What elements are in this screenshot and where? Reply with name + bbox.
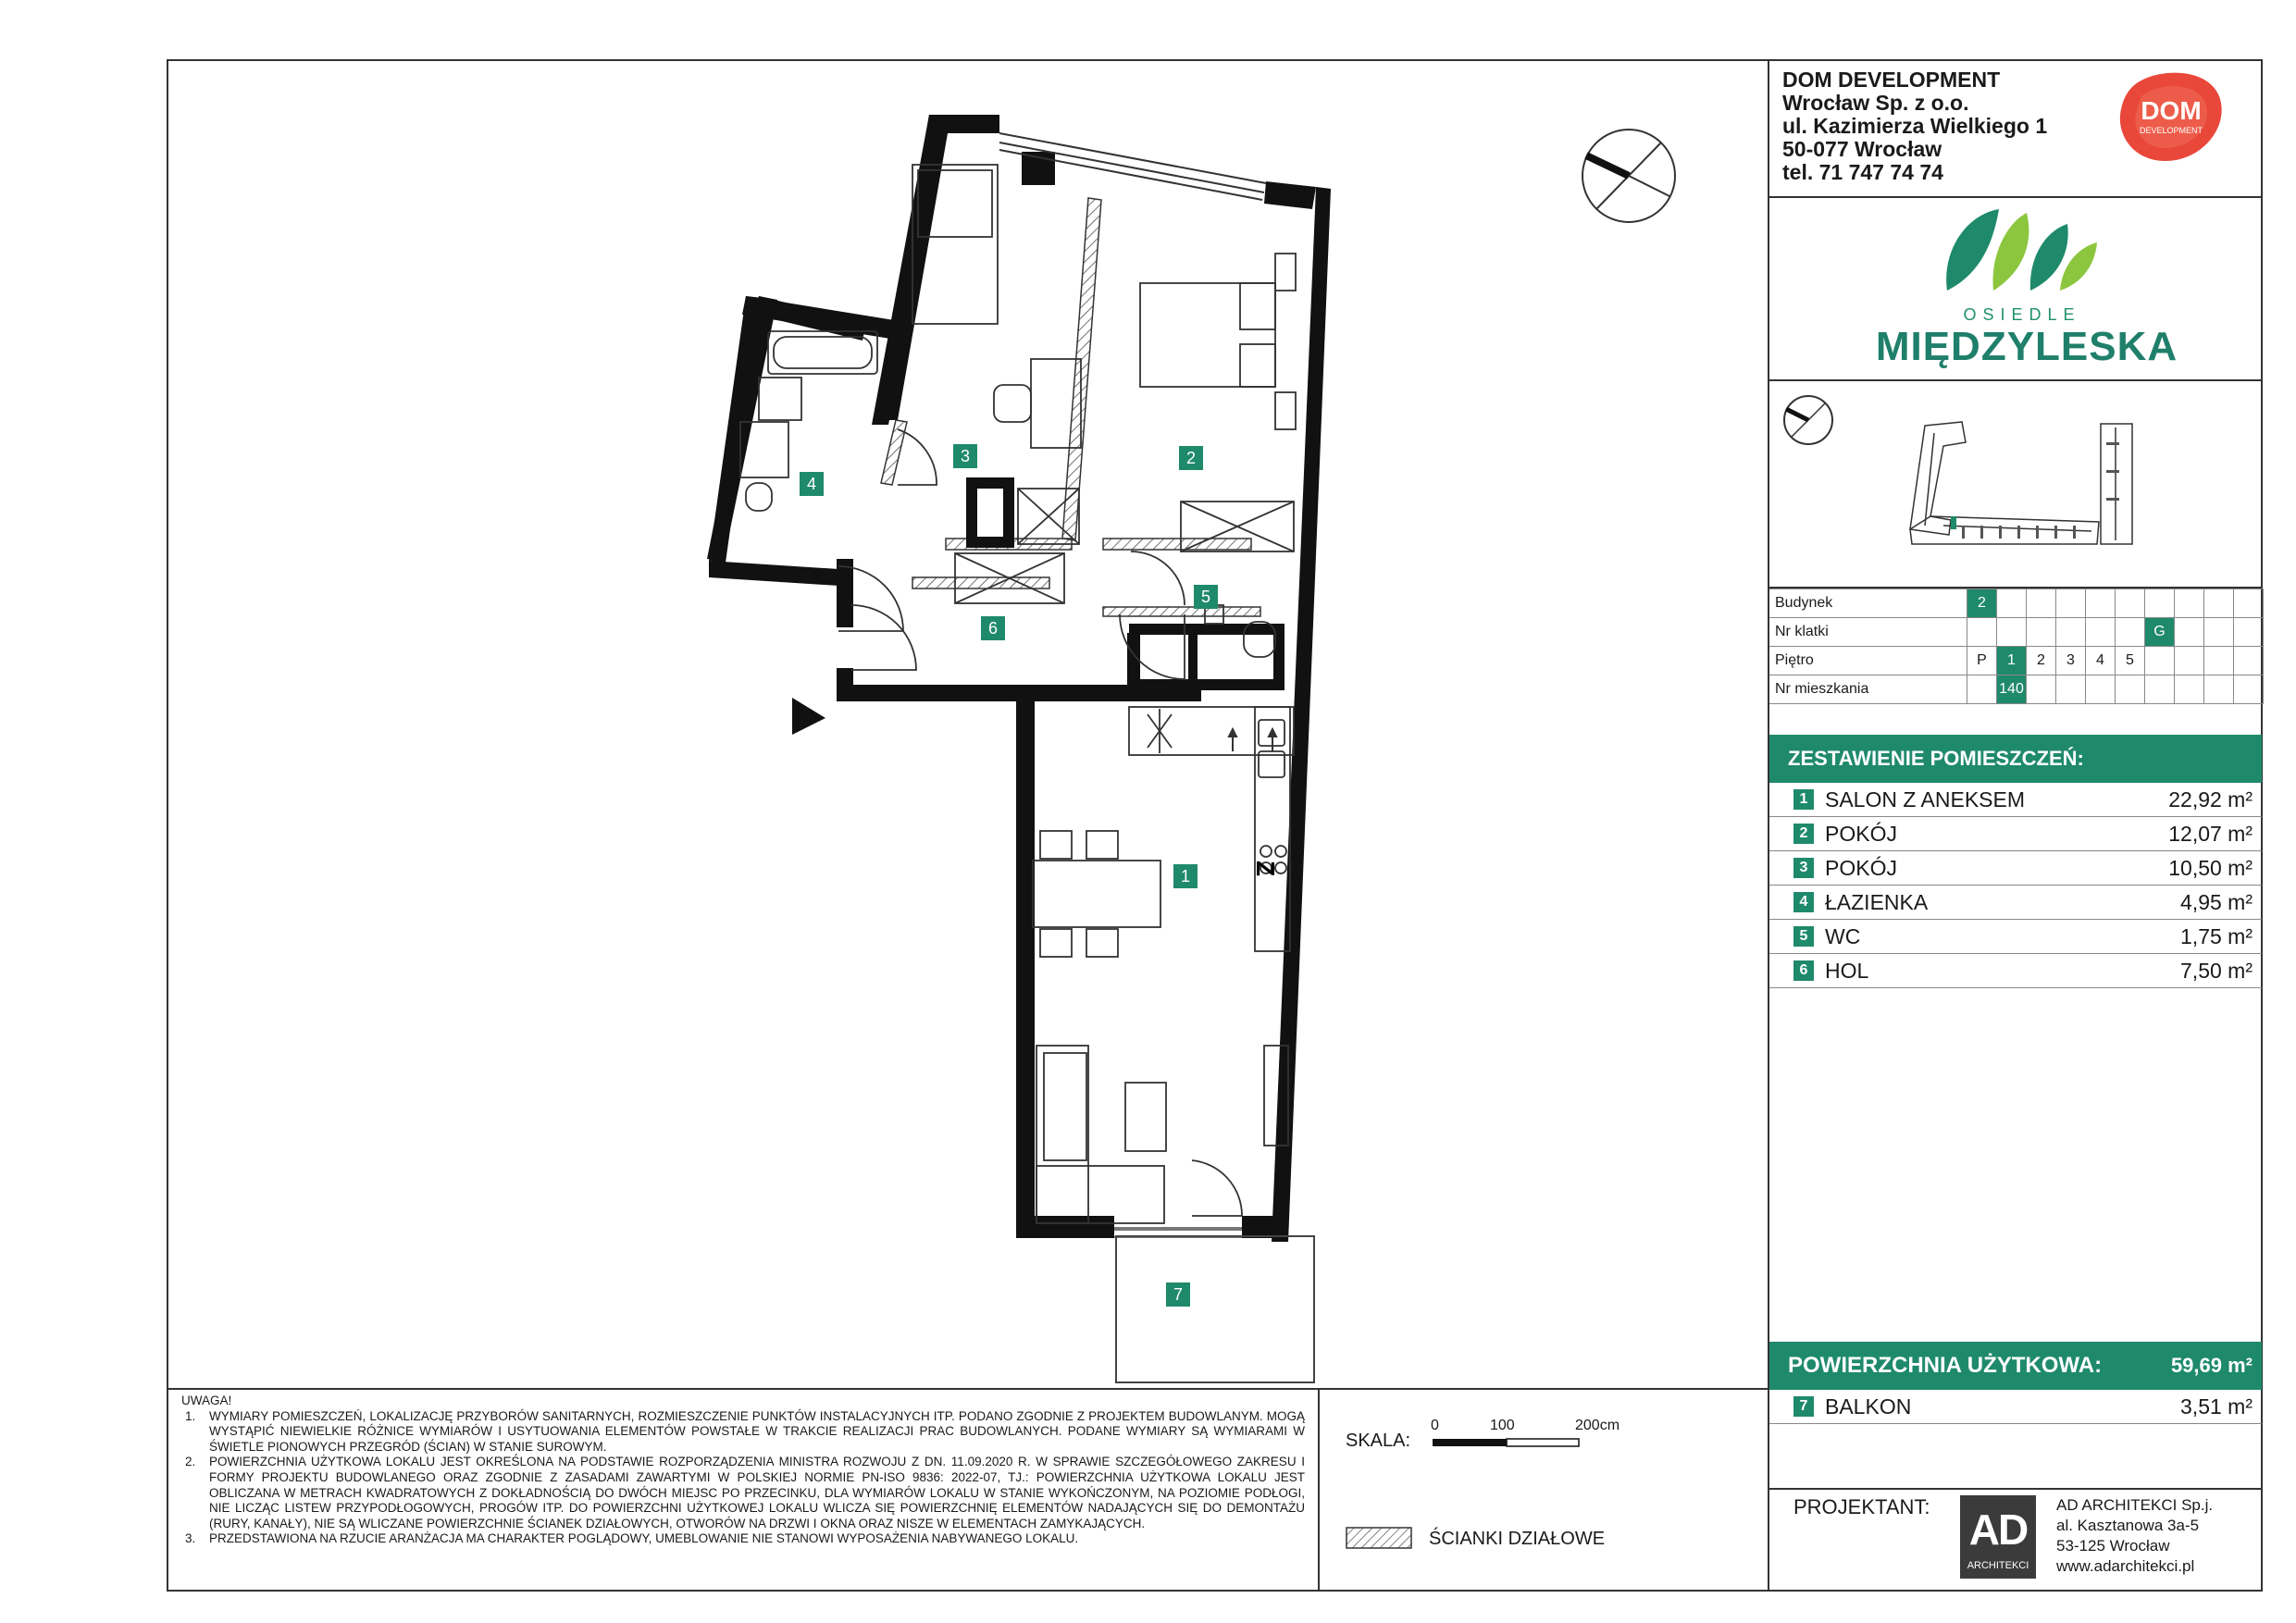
room-name: POKÓJ [1825,856,1897,880]
mieszkanie-value: 140 [1997,675,2027,704]
estate-divider [1768,379,2263,381]
pietro-option: 3 [2056,647,2086,675]
pietro-option: 4 [2086,647,2116,675]
note-text: POWIERZCHNIA UŻYTKOWA LOKALU JEST OKREŚLONA NA PODSTAWIE ROZPORZĄDZENIA MINISTRA ROZWOJU Z DN. 11.09.2020 R. W SPRAWIE SZCZEGÓŁOWEGO ZAKRESU I FORMY PROJEKTU BUDOWLANEGO ORAZ ZGODNIE Z ZASADAMI ZAWARTYMI W POLSKIEJ NORMIE PN-ISO 9836: 2022-07, TJ.: POWIERZCHNIA UŻYTKOWA LOKALU JEST OBLICZANA W METRACH KWADRATOWYCH Z DOKŁADNOŚCIĄ DO DWÓCH MIEJSC PO PRZECINKU, DLA WYMIARÓW LOKALU W STANIE WYKOŃCZONYM, NA POZIOMIE PODŁOGI, NIE LICZĄC LISTEW PRZYPODŁOGOWYCH, PROGÓW ITP. DO POWIERZCHNI UŻYTKOWEJ LOKALU WLICZA SIĘ POWIERZCHNIĘ ELEMENTÓW NADAJĄCYCH SIĘ DO DEMONTAŻU (RURY, KANAŁY), NIE SĄ WLICZANE POWIERZCHNIE ŚCIANEK DZIAŁOWYCH, OTWORÓW NA DRZWI I OKNA ORAZ NISZE W ELEMENTACH ZAMYKAJĄCYCH. [209,1455,1305,1530]
room-area: 12,07 m² [2168,822,2253,846]
projektant-address [2056,1495,2213,1577]
balcony-area: 3,51 m² [2180,1394,2253,1419]
note-number: 3. [185,1531,196,1546]
note-text: PRZEDSTAWIONA NA RZUCIE ARANŻACJA MA CHARAKTER POGLĄDOWY, UMEBLOWANIE NIE STANOWI WYPOSAŻENIA NABYWANEGO LOKALU. [209,1531,1079,1546]
developer-address [1782,68,2047,184]
room-row [1769,817,2262,851]
pietro-option: 2 [2027,647,2056,675]
pietro-option: P [1967,647,1997,675]
room-number: 4 [1793,892,1814,912]
plan-label-7: 7 [1173,1285,1183,1304]
ad-logo-text: AD [1968,1505,2028,1554]
room-name: HOL [1825,959,1869,983]
room-number: 5 [1793,926,1814,947]
total-area-label: POWIERZCHNIA UŻYTKOWA: [1788,1353,2103,1378]
pietro-option-selected: 1 [1997,647,2027,675]
plan-label-2: 2 [1185,449,1196,467]
floor-plan [167,59,1769,1390]
room-number: 1 [1793,789,1814,810]
room-number: 6 [1793,960,1814,981]
plan-label-1: 1 [1180,867,1190,886]
plan-label-5: 5 [1200,588,1210,606]
balcony-row [1769,1390,2262,1424]
room-row [1769,954,2262,988]
pietro-label: Piętro [1769,647,1967,675]
company-line-5: tel. 71 747 74 74 [1782,160,1943,184]
company-line-3: ul. Kazimierza Wielkiego 1 [1782,114,2048,138]
room-number: 3 [1793,858,1814,878]
pietro-option: 5 [2116,647,2145,675]
plan-room-badges [800,444,1218,1307]
site-key-plan [1906,415,2154,564]
partition-legend-swatch [1346,1527,1412,1554]
projektant-line-1: AD ARCHITEKCI Sp.j. [2056,1496,2214,1514]
room-name: ŁAZIENKA [1825,890,1929,914]
partition-legend-label: ŚCIANKI DZIAŁOWE [1429,1529,1606,1549]
room-area: 7,50 m² [2180,959,2253,983]
scale-label: SKALA: [1346,1431,1411,1451]
room-name: POKÓJ [1825,822,1897,846]
projektant-label: PROJEKTANT: [1793,1495,1930,1518]
projektant-line-2: al. Kasztanowa 3a-5 [2056,1517,2200,1534]
total-area-bar [1769,1342,2262,1390]
rooms-header: ZESTAWIENIE POMIESZCZEŃ: [1769,735,2262,783]
note-item [181,1455,1305,1531]
dom-development-logo [2114,68,2228,165]
company-divider [1768,196,2263,198]
balcony-name: BALKON [1825,1394,1912,1419]
scale-tick-200: 200cm [1575,1418,1620,1433]
scale-tick-0: 0 [1431,1418,1439,1433]
plan-label-3: 3 [960,447,970,465]
entrance-arrow-icon [792,698,825,735]
room-row [1769,783,2262,817]
dom-logo-text: DOM [2141,96,2202,125]
room-area: 10,50 m² [2168,856,2253,880]
projektant-divider [1768,1488,2263,1490]
scale-tick-100: 100 [1490,1418,1515,1433]
projektant-line-4: www.adarchitekci.pl [2056,1557,2195,1575]
room-area: 4,95 m² [2180,890,2253,914]
note-number: 2. [185,1455,196,1469]
vent-arrows [1229,729,1276,751]
balcony-outline [1116,1236,1314,1382]
plan-label-6: 6 [987,619,998,638]
budynek-value: 2 [1967,589,1997,618]
room-name: WC [1825,924,1861,948]
notes-block [181,1394,1305,1547]
balcony-number: 7 [1793,1396,1814,1417]
ad-architekci-logo [1960,1495,2036,1579]
room-name: SALON Z ANEKSEM [1825,787,2026,812]
osiedle-leaf-logo [1938,205,2104,298]
note-item [181,1531,1305,1547]
company-line-4: 50-077 Wrocław [1782,137,1942,161]
floor-plan-drawing [167,59,1769,1390]
room-row [1769,886,2262,920]
plan-label-4: 4 [806,475,816,493]
scale-divider [1318,1388,1320,1592]
room-row [1769,851,2262,886]
ad-logo-subtext: ARCHITEKCI [1967,1560,2029,1571]
note-number: 1. [185,1408,196,1423]
room-number: 2 [1793,824,1814,844]
klatka-value: G [2145,618,2175,647]
scale-bar [1433,1436,1581,1453]
unit-info-grid [1769,588,2264,704]
dom-logo-subtext: DEVELOPMENT [2139,126,2203,135]
partition-walls [881,198,1260,616]
north-compass-icon [1582,130,1675,222]
company-line-1: DOM DEVELOPMENT [1782,68,2001,92]
company-line-2: Wrocław Sp. z o.o. [1782,91,1969,115]
room-area: 1,75 m² [2180,924,2253,948]
fridge-icon: Z [1251,861,1280,877]
estate-prefix: OSIEDLE [1963,305,2081,324]
budynek-label: Budynek [1769,589,1967,618]
mieszkanie-label: Nr mieszkania [1769,675,1967,704]
site-compass-icon [1781,392,1836,452]
total-area-value: 59,69 m² [2170,1354,2253,1377]
note-item [181,1409,1305,1456]
room-area: 22,92 m² [2168,787,2253,812]
projektant-line-3: 53-125 Wrocław [2056,1537,2170,1555]
klatka-label: Nr klatki [1769,618,1967,647]
estate-name: MIĘDZYLESKA [1875,324,2178,369]
note-text: WYMIARY POMIESZCZEŃ, LOKALIZACJĘ PRZYBORÓW SANITARNYCH, ROZMIESZCZENIE PUNKTÓW INSTALACYJNYCH ITP. PODANO ZGODNIE Z PROJEKTEM BUDOWLANYM. MOGĄ WYSTĄPIĆ NIEWIELKIE RÓŻNICE WYMIARÓW I USYTUOWANIA ELEMENTÓW POWSTAŁE W TRAKCIE REALIZACJI PRAC BUDOWLANYCH. PODANE WYMIARY SĄ WYMIARAMI W ŚWIETLE PIONOWYCH PRZEGRÓD (ŚCIAN) W STANIE SUROWYM. [209,1408,1305,1454]
room-row [1769,920,2262,954]
notes-title: UWAGA! [181,1394,232,1407]
